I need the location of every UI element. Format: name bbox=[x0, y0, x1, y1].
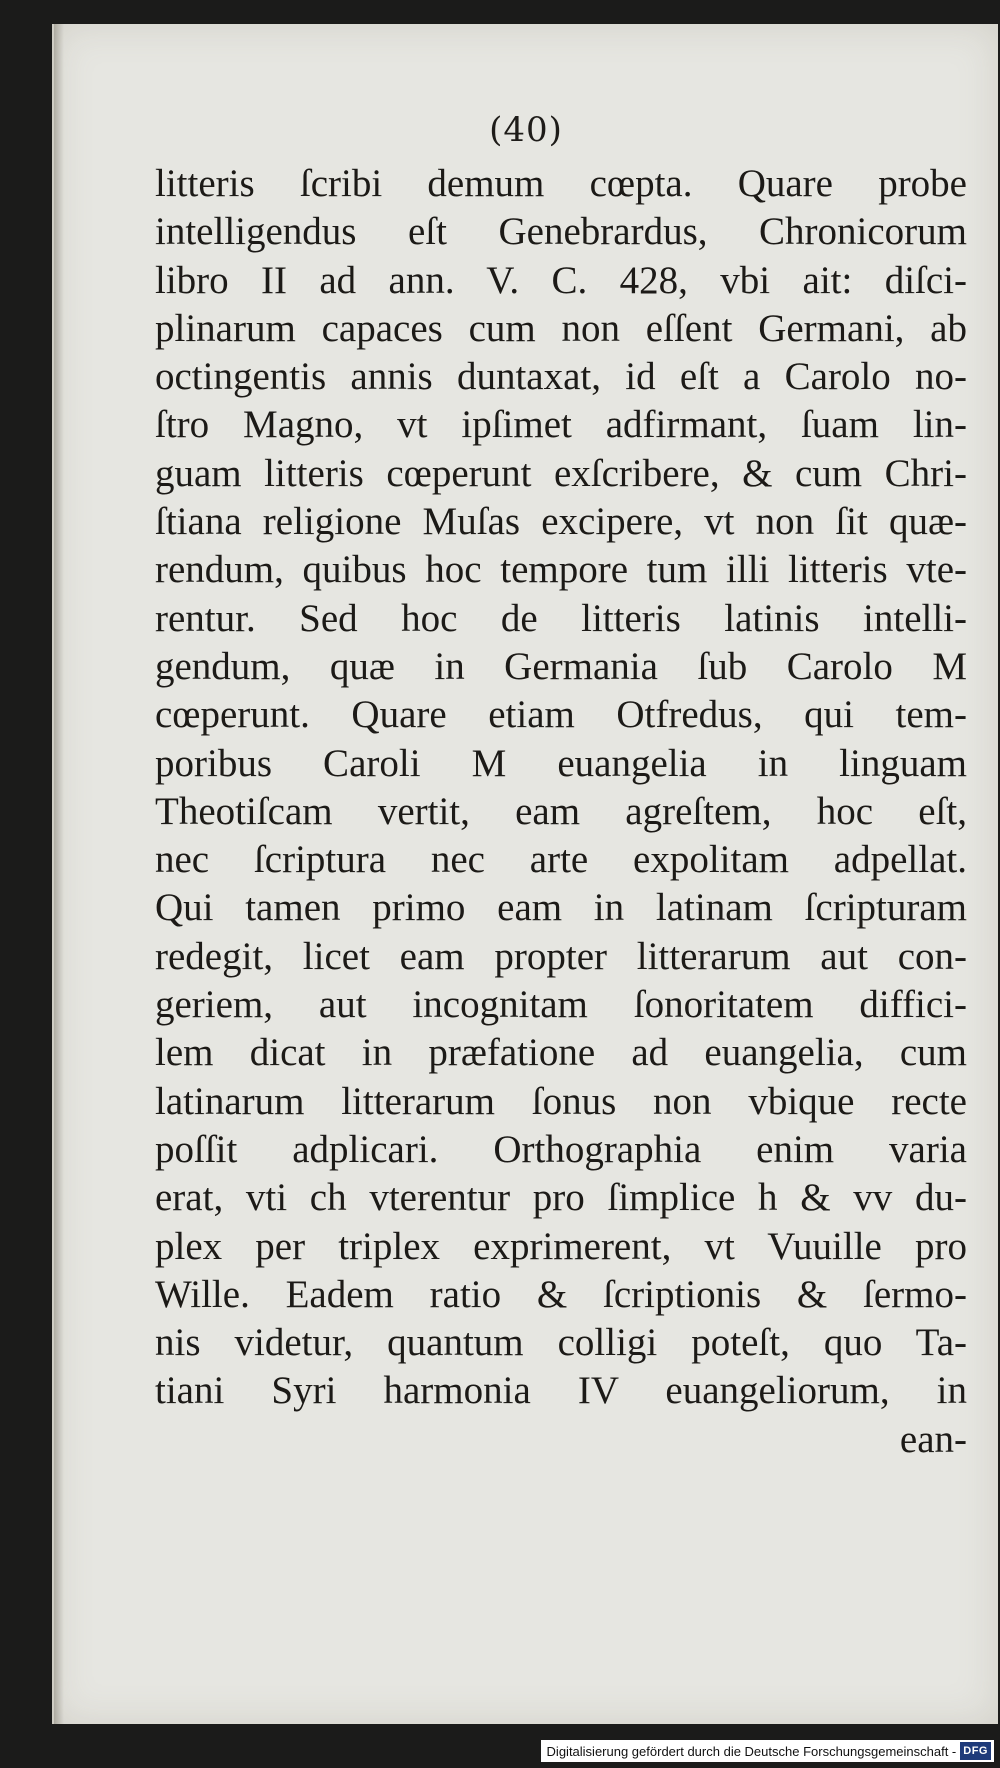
text-line: ſtiana religione Muſas excipere, vt non ſit quæ- bbox=[155, 500, 967, 544]
text-line: erat, vti ch vterentur pro ſimplice h & vv du- bbox=[155, 1176, 967, 1220]
text-line: octingentis annis duntaxat, id eſt a Carolo no- bbox=[155, 355, 967, 399]
catchword: ean- bbox=[899, 1417, 967, 1461]
text-line: Theotiſcam vertit, eam agreſtem, hoc eſt, bbox=[155, 789, 967, 833]
dfg-logo: DFG bbox=[960, 1742, 991, 1760]
text-line: redegit, licet eam propter litterarum aut con- bbox=[155, 934, 967, 978]
page-binding-shadow bbox=[54, 24, 64, 1724]
text-line: lem dicat in præfatione ad euangelia, cum bbox=[155, 1031, 967, 1075]
text-line: poſſit adplicari. Orthographia enim varia bbox=[155, 1127, 967, 1171]
text-line: geriem, aut incognitam ſonoritatem diffici- bbox=[155, 983, 967, 1027]
text-line: gendum, quæ in Germania ſub Carolo M bbox=[155, 644, 967, 688]
text-line: rendum, quibus hoc tempore tum illi litteris vte- bbox=[155, 548, 967, 592]
text-line: intelligendus eſt Genebrardus, Chronicorum bbox=[155, 210, 967, 254]
text-line: latinarum litterarum ſonus non vbique recte bbox=[155, 1079, 967, 1123]
digitization-credit bbox=[541, 1740, 994, 1762]
text-line: nis videtur, quantum colligi poteſt, quo Ta- bbox=[155, 1321, 967, 1365]
text-line: cœperunt. Quare etiam Otfredus, qui tem- bbox=[155, 693, 967, 737]
text-line: tiani Syri harmonia IV euangeliorum, in bbox=[155, 1369, 967, 1413]
text-line: ſtro Magno, vt ipſimet adfirmant, ſuam lin- bbox=[155, 403, 967, 447]
text-line: rentur. Sed hoc de litteris latinis intelli- bbox=[155, 596, 967, 640]
text-line: guam litteris cœperunt exſcribere, & cum Chri- bbox=[155, 451, 967, 495]
text-line: libro II ad ann. V. C. 428, vbi ait: diſci- bbox=[155, 258, 967, 302]
text-line: nec ſcriptura nec arte expolitam adpellat. bbox=[155, 838, 967, 882]
text-line: litteris ſcribi demum cœpta. Quare probe bbox=[155, 162, 967, 205]
book-page bbox=[52, 24, 998, 1724]
text-line: plinarum capaces cum non eſſent Germani, ab bbox=[155, 306, 967, 350]
page-number: (40) bbox=[489, 110, 563, 150]
text-line: Qui tamen primo eam in latinam ſcripturam bbox=[155, 886, 967, 930]
text-line: Wille. Eadem ratio & ſcriptionis & ſermo- bbox=[155, 1272, 967, 1316]
text-line: poribus Caroli M euangelia in linguam bbox=[155, 741, 967, 785]
credit-text: Digitalisierung gefördert durch die Deutsche Forschungsgemeinschaft - bbox=[546, 1743, 957, 1759]
text-line: plex per triplex exprimerent, vt Vuuille pro bbox=[155, 1224, 967, 1268]
body-text bbox=[155, 160, 967, 1464]
